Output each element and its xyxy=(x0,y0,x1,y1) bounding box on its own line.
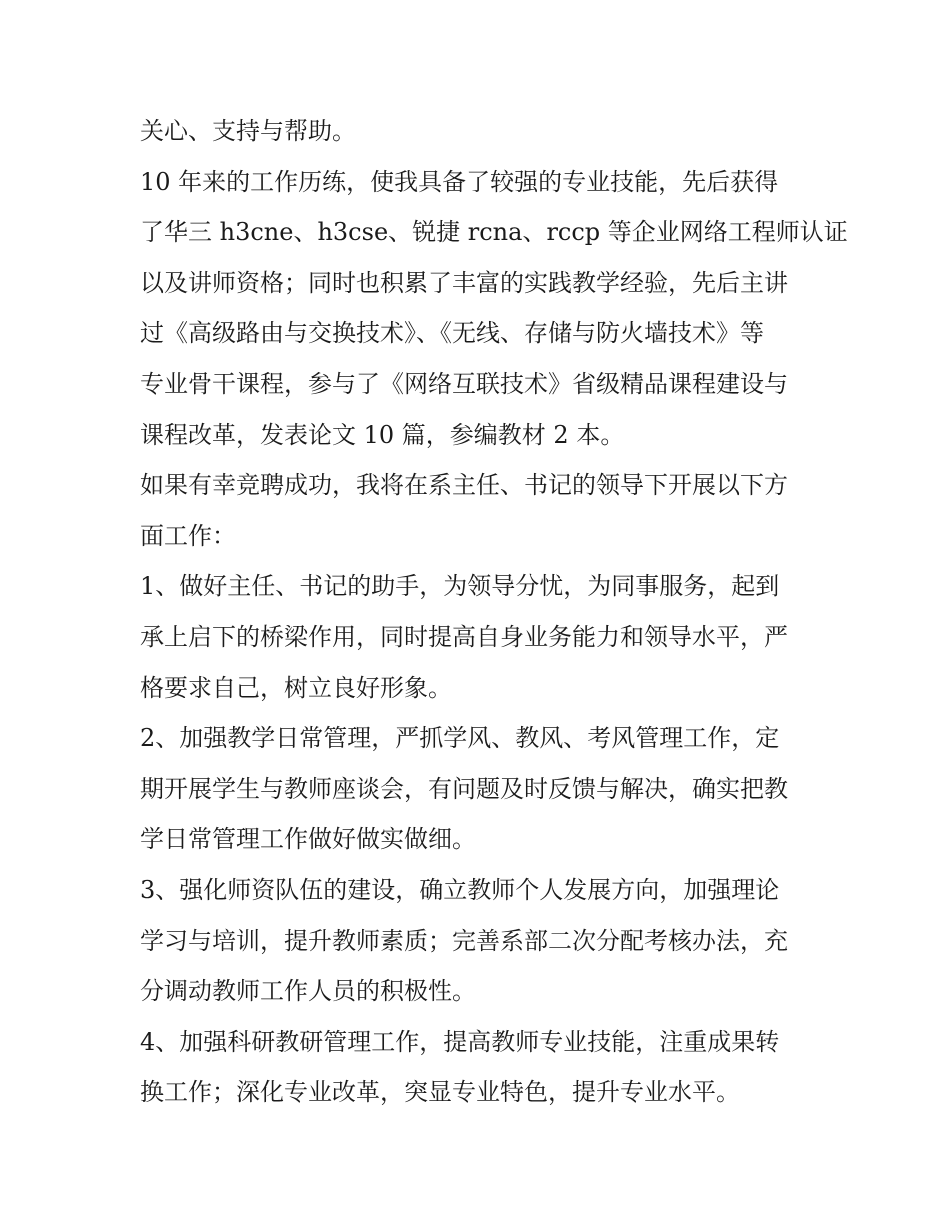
text-line: 1、做好主任、书记的助手，为领导分忧，为同事服务，起到 xyxy=(140,572,780,601)
text-line: 专业骨干课程，参与了《网络互联技术》省级精品课程建设与 xyxy=(140,369,788,398)
text-line: 面工作： xyxy=(140,521,236,550)
text-line: 学日常管理工作做好做实做细。 xyxy=(140,825,476,854)
text-line: 承上启下的桥梁作用，同时提高自身业务能力和领导水平，严 xyxy=(140,622,788,651)
text-line: 期开展学生与教师座谈会，有问题及时反馈与解决，确实把教 xyxy=(140,774,788,803)
text-line: 如果有幸竞聘成功，我将在系主任、书记的领导下开展以下方 xyxy=(140,471,788,500)
text-line: 以及讲师资格；同时也积累了丰富的实践教学经验，先后主讲 xyxy=(140,268,788,297)
document-body xyxy=(140,106,848,1118)
text-line: 3、强化师资队伍的建设，确立教师个人发展方向，加强理论 xyxy=(140,875,780,904)
text-line: 学习与培训，提升教师素质；完善系部二次分配考核办法，充 xyxy=(140,926,788,955)
text-line: 了华三 h3cne、h3cse、锐捷 rcna、rccp 等企业网络工程师认证 xyxy=(140,218,848,247)
text-line: 过《高级路由与交换技术》、《无线、存储与防火墙技术》等 xyxy=(140,319,764,348)
text-line: 分调动教师工作人员的积极性。 xyxy=(140,977,476,1006)
text-line: 课程改革，发表论文 10 篇，参编教材 2 本。 xyxy=(140,420,625,449)
text-line: 关心、支持与帮助。 xyxy=(140,117,356,145)
text-line: 2、加强教学日常管理，严抓学风、教风、考风管理工作，定 xyxy=(140,724,780,753)
text-line: 4、加强科研教研管理工作，提高教师专业技能，注重成果转 xyxy=(140,1027,780,1056)
text-line: 格要求自己，树立良好形象。 xyxy=(140,673,452,702)
text-line: 换工作；深化专业改革，突显专业特色，提升专业水平。 xyxy=(140,1078,740,1107)
text-line: 10 年来的工作历练，使我具备了较强的专业技能，先后获得 xyxy=(140,167,779,196)
